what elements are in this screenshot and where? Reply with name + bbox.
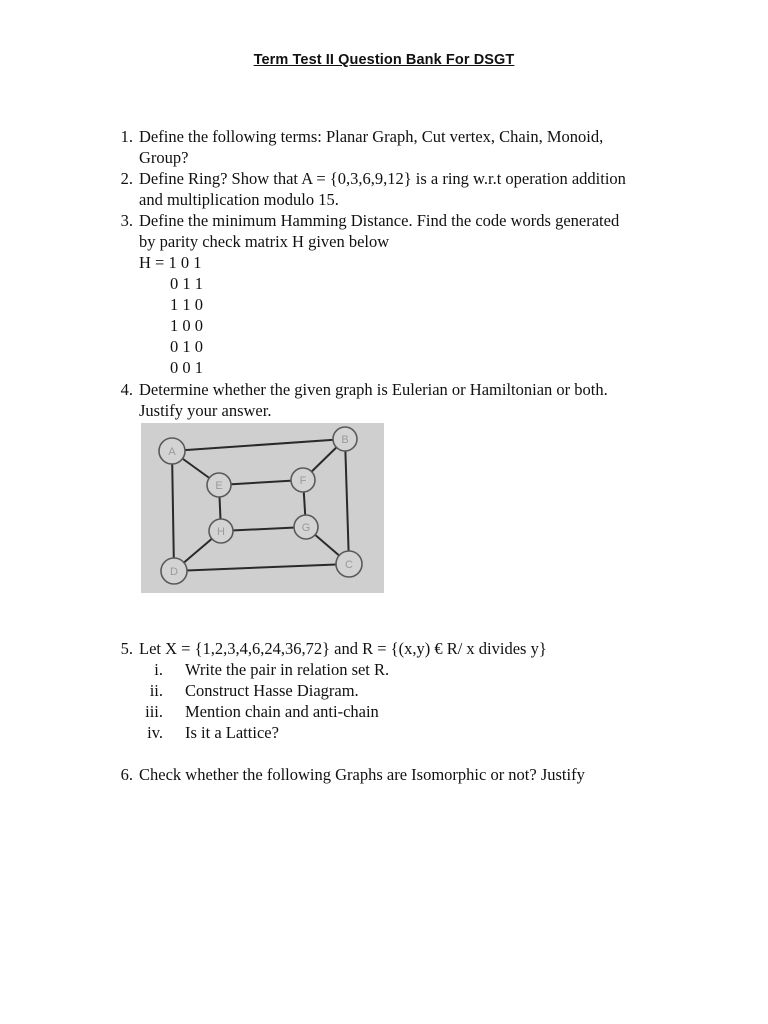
edge-a-b (172, 439, 345, 451)
svg-text:H: H (217, 526, 225, 538)
question-1-number: 1. (120, 127, 133, 146)
svg-text:A: A (168, 446, 176, 458)
question-3-line-2: by parity check matrix H given below (139, 232, 390, 251)
question-5-line-1: Let X = {1,2,3,4,6,24,36,72} and R = {(x,y) € R/ x divides y} (139, 639, 547, 658)
question-5-number: 5. (120, 639, 133, 658)
vertex-f (291, 468, 315, 492)
page-title: Term Test II Question Bank For DSGT (253, 52, 515, 68)
svg-text:E: E (215, 480, 223, 492)
svg-text:C: C (345, 559, 353, 571)
vertex-c (336, 551, 362, 577)
edge-a-d (172, 451, 174, 571)
subitem-numeral: i. (154, 660, 163, 679)
matrix-row: 1 0 0 (170, 316, 203, 335)
svg-text:D: D (170, 566, 178, 578)
question-6-line-1: Check whether the following Graphs are Isomorphic or not? Justify (139, 765, 585, 784)
graph-figure (141, 423, 384, 593)
question-4-line-1: Determine whether the given graph is Eulerian or Hamiltonian or both. (139, 380, 608, 399)
question-2-line-1: Define Ring? Show that A = {0,3,6,9,12} is a ring w.r.t operation addition (139, 169, 626, 188)
subitem-numeral: iv. (147, 723, 163, 742)
matrix-row: 0 1 0 (170, 337, 203, 356)
subitem-text: Construct Hasse Diagram. (185, 681, 359, 700)
subitem-text: Write the pair in relation set R. (185, 660, 390, 679)
question-4-line-2: Justify your answer. (139, 401, 272, 420)
svg-text:B: B (341, 434, 349, 446)
matrix-row: 0 0 1 (170, 358, 203, 377)
subitem-numeral: iii. (145, 702, 163, 721)
question-6-number: 6. (120, 765, 133, 784)
vertex-a (159, 438, 185, 464)
question-3-number: 3. (120, 211, 133, 230)
vertex-g (294, 515, 318, 539)
vertex-h (209, 519, 233, 543)
matrix-first-row: H = 1 0 1 (139, 253, 202, 272)
vertex-b (333, 427, 357, 451)
question-2-line-2: and multiplication modulo 15. (139, 190, 339, 209)
subitem-text: Mention chain and anti-chain (185, 702, 379, 721)
vertex-e (207, 473, 231, 497)
question-1-line-2: Group? (139, 148, 189, 167)
vertex-d (161, 558, 187, 584)
subitem-text: Is it a Lattice? (185, 723, 279, 742)
matrix-row: 1 1 0 (170, 295, 203, 314)
question-2-number: 2. (120, 169, 133, 188)
graph-svg (141, 423, 384, 593)
matrix-row: 0 1 1 (170, 274, 203, 293)
svg-text:F: F (299, 475, 307, 487)
question-3-line-1: Define the minimum Hamming Distance. Find the code words generated (139, 211, 620, 230)
edge-b-c (345, 439, 349, 564)
edge-c-d (174, 564, 349, 571)
question-1-line-1: Define the following terms: Planar Graph, Cut vertex, Chain, Monoid, (139, 127, 604, 146)
subitem-numeral: ii. (149, 681, 163, 700)
question-4-number: 4. (120, 380, 133, 399)
svg-text:G: G (301, 522, 311, 534)
